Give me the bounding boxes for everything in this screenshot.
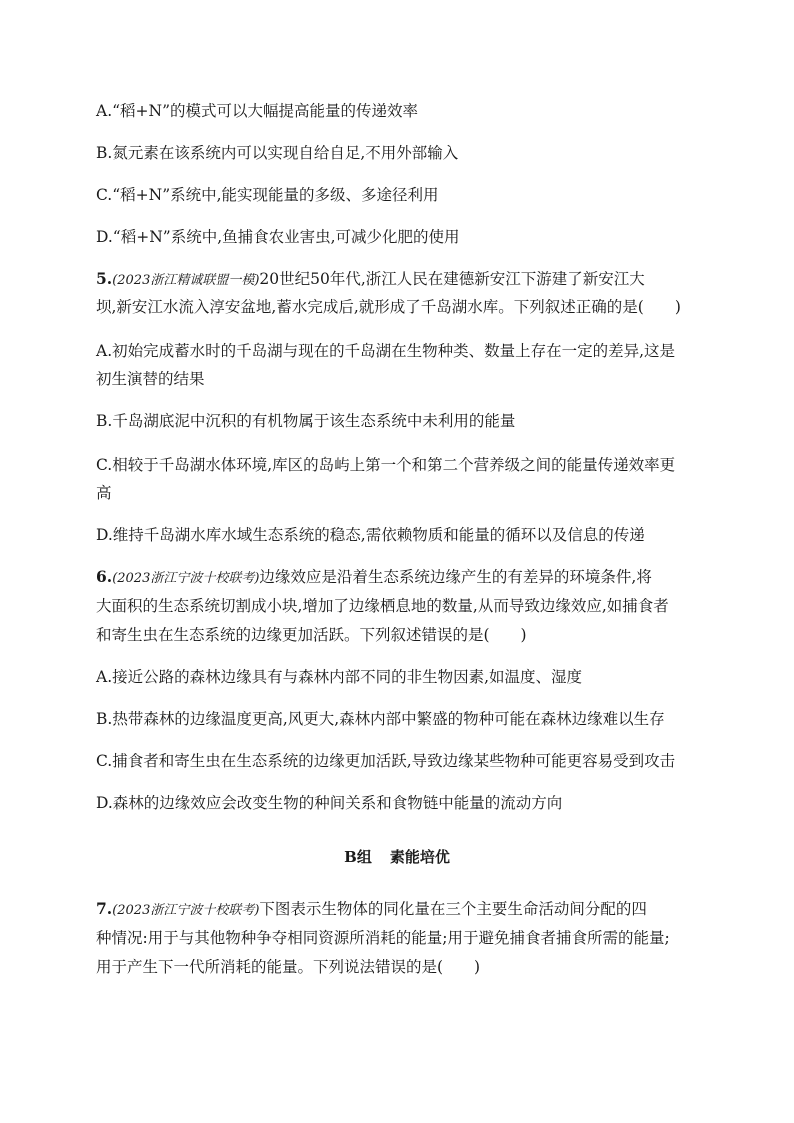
q7-stem: [96, 900, 647, 920]
q4-option-b: B.氮元素在该系统内可以实现自给自足,不用外部输入: [96, 144, 459, 162]
q4-option-d: D.“稻+N”系统中,鱼捕食农业害虫,可减少化肥的使用: [96, 228, 460, 246]
q5-number: 5.: [96, 269, 113, 288]
q5-stem-line1: 20世纪50年代,浙江人民在建德新安江下游建了新安江大: [259, 270, 645, 288]
q5-stem: [96, 270, 645, 290]
q5-source: (2023浙江精诚联盟一模): [112, 273, 260, 288]
q6-stem: [96, 568, 652, 588]
q6-stem-line2: 大面积的生态系统切割成小块,增加了边缘栖息地的数量,从而导致边缘效应,如捕食者: [96, 597, 669, 615]
q7-number: 7.: [96, 899, 113, 918]
q5-option-d: D.维持千岛湖水库水域生态系统的稳态,需依赖物质和能量的循环以及信息的传递: [96, 526, 645, 544]
q7-stem-line1: 下图表示生物体的同化量在三个主要生命活动间分配的四: [259, 900, 647, 918]
q6-option-d: D.森林的边缘效应会改变生物的种间关系和食物链中能量的流动方向: [96, 794, 563, 812]
q7-source: (2023浙江宁波十校联考): [112, 903, 260, 918]
q5-stem-line2: 坝,新安江水流入淳安盆地,蓄水完成后,就形成了千岛湖水库。下列叙述正确的是( ): [96, 298, 681, 316]
q4-option-c: C.“稻+N”系统中,能实现能量的多级、多途径利用: [96, 186, 439, 204]
q6-stem-line3: 和寄生虫在生态系统的边缘更加活跃。下列叙述错误的是( ): [96, 626, 527, 644]
q6-option-a: A.接近公路的森林边缘具有与森林内部不同的非生物因素,如温度、湿度: [96, 668, 583, 686]
section-heading: [0, 846, 794, 867]
q7-stem-line2: 种情况:用于与其他物种争夺相同资源所消耗的能量;用于避免捕食者捕食所需的能量;: [96, 929, 670, 947]
q6-option-b: B.热带森林的边缘温度更高,风更大,森林内部中繁盛的物种可能在森林边缘难以生存: [96, 710, 665, 728]
q7-stem-line3: 用于产生下一代所消耗的能量。下列说法错误的是( ): [96, 958, 481, 976]
section-title: 素能培优: [389, 848, 450, 866]
q6-number: 6.: [96, 567, 113, 586]
q5-option-a-line2: 初生演替的结果: [96, 370, 205, 388]
q6-option-c: C.捕食者和寄生虫在生态系统的边缘更加活跃,导致边缘某些物种可能更容易受到攻击: [96, 752, 676, 770]
q4-option-a: A.“稻+N”的模式可以大幅提高能量的传递效率: [96, 102, 419, 120]
q5-option-b: B.千岛湖底泥中沉积的有机物属于该生态系统中未利用的能量: [96, 412, 516, 430]
q5-option-a-line1: A.初始完成蓄水时的千岛湖与现在的千岛湖在生物种类、数量上存在一定的差异,这是: [96, 342, 676, 360]
q6-source: (2023浙江宁波十校联考): [112, 571, 260, 586]
q5-option-c-line2: 高: [96, 484, 112, 502]
q5-option-c-line1: C.相较于千岛湖水体环境,库区的岛屿上第一个和第二个营养级之间的能量传递效率更: [96, 456, 676, 474]
q6-stem-line1: 边缘效应是沿着生态系统边缘产生的有差异的环境条件,将: [259, 568, 652, 586]
section-group: B组: [344, 848, 372, 866]
